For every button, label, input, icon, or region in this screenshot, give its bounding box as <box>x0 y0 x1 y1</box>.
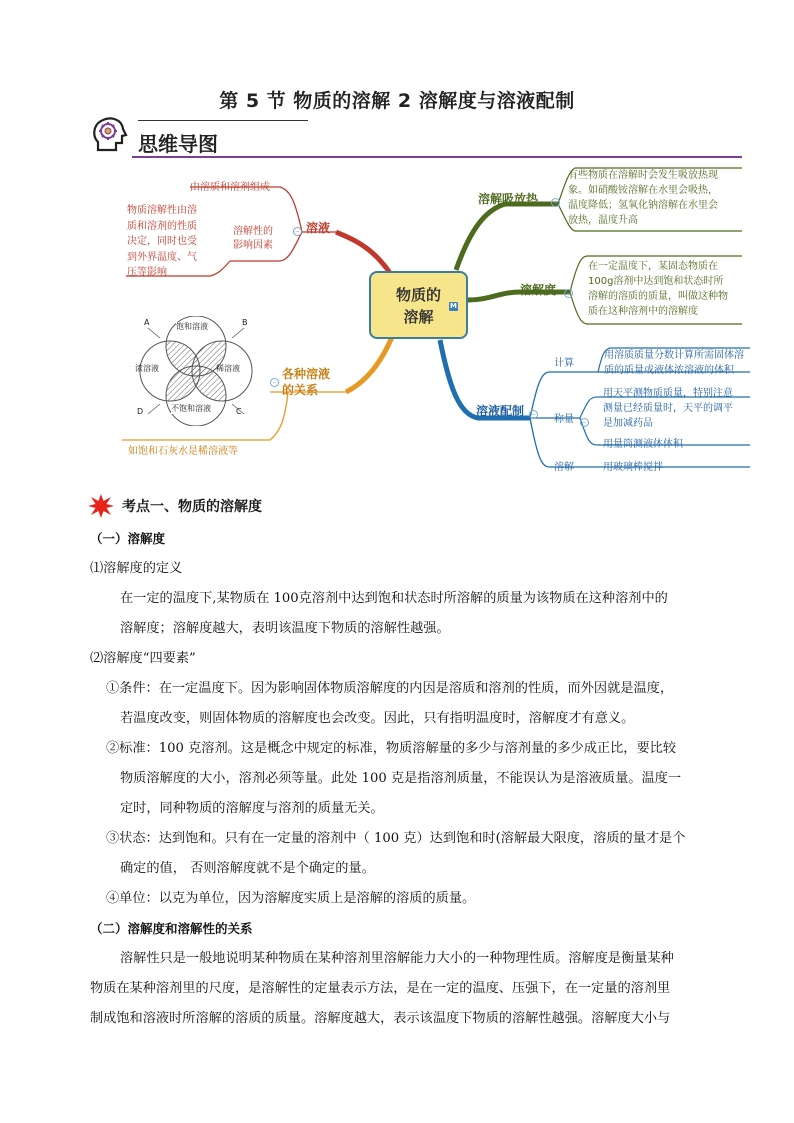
node-relation-note: 如饱和石灰水是稀溶液等 <box>128 446 238 457</box>
paragraph-line: ③状态：达到饱和。只有在一定量的溶剂中（ 100 克）达到饱和时(溶解最大限度，溶质的量才是个 <box>106 831 686 846</box>
burst-star-icon <box>88 494 114 518</box>
node-solubility-text: 在一定温度下，某固态物质在 100g溶剂中达到饱和状态时所 溶解的溶质的质量，叫做这种物 质在这种溶剂中的溶解度 <box>588 261 728 317</box>
section-heading-text: 考点一、物质的溶解度 <box>122 499 262 515</box>
node-weigh-text1: 用天平测物质质量，特别注意 测量已经质量时，天平的调平 是加减药品 <box>603 388 733 429</box>
paragraph-line: 物质在某种溶剂里的尺度，是溶解性的定量表示方法，是在一定的温度、压强下，在一定量的溶剂里 <box>90 981 671 996</box>
paragraph-line: 溶解性只是一般地说明某种物质在某种溶剂里溶解能力大小的一种物理性质。溶解度是衡量某种 <box>120 951 674 966</box>
collapse-icon[interactable]: − <box>271 378 278 386</box>
venn-dilute: 稀溶液 <box>216 364 240 373</box>
node-prep: 溶液配制 <box>476 404 525 418</box>
paragraph-line: 物质溶解度的大小，溶剂必须等量。此处 100 克是指溶剂质量，不能误认为是溶液质量。温度一 <box>120 771 682 786</box>
venn-concentrated: 浓溶液 <box>135 364 159 373</box>
node-calc-text: 用溶质质量分数计算所需固体溶 质的质量或液体浓溶液的体积 <box>604 350 744 376</box>
node-factors-text: 物质溶解性由溶 质和溶剂的性质 决定，同时也受 到外界温度、气 压等影响 <box>127 205 197 278</box>
page-title: 第 5 节 物质的溶解 2 溶解度与溶液配制 <box>219 90 575 112</box>
paragraph-line: 定时，同种物质的溶解度与溶剂的质量无关。 <box>120 801 384 816</box>
node-solubility: 溶解度 <box>520 283 557 297</box>
collapse-icon[interactable]: − <box>530 410 537 418</box>
header-top-line <box>138 120 308 121</box>
paragraph-line: 确定的值， 否则溶解度就不是个确定的量。 <box>120 861 375 876</box>
four-elements-label: ⑵溶解度“四要素” <box>90 651 196 666</box>
venn-label-c: C <box>236 407 242 416</box>
node-solution: 溶液 <box>306 221 331 235</box>
paragraph-line: 制成饱和溶液时所溶解的溶质的质量。溶解度越大，表示该温度下物质的溶解性越强。溶解度大小与 <box>90 1011 671 1026</box>
paragraph-line: ①条件：在一定温度下。因为影响固体物质溶解度的内因是溶质和溶剂的性质，而外因就是温度， <box>106 681 674 696</box>
node-dissolve: 溶解 <box>554 462 574 473</box>
mindmap-header-label: 思维导图 <box>138 132 218 156</box>
node-weigh: 称量 <box>554 414 574 425</box>
header-rule <box>132 156 742 158</box>
paragraph-line: 溶解度；溶解度越大，表明该温度下物质的溶解性越强。 <box>120 621 450 636</box>
collapse-icon[interactable]: − <box>581 418 588 426</box>
collapse-icon[interactable]: − <box>294 227 301 235</box>
node-dissolve-text: 用玻璃棒搅拌 <box>603 462 663 473</box>
brain-head-icon <box>90 116 134 156</box>
node-heat-text: 有些物质在溶解时会发生吸放热现 象。如硝酸铵溶解在水里会吸热， 温度降低；氢氧化钠溶解在水里会 放热，温度升高 <box>568 170 718 226</box>
node-relation: 各种溶液 的关系 <box>282 367 331 397</box>
paragraph-line: ④单位：以克为单位，因为溶解度实质上是溶解的溶质的质量。 <box>106 891 476 906</box>
center-node <box>369 271 468 339</box>
node-weigh-text2: 用量筒测液体体积 <box>603 439 683 450</box>
node-calc: 计算 <box>554 358 574 369</box>
venn-label-d: D <box>137 407 144 416</box>
venn-saturated: 饱和溶液 <box>176 322 208 331</box>
subheading-solubility: （一）溶解度 <box>90 531 166 546</box>
paragraph-line: ②标准：100 克溶剂。这是概念中规定的标准，物质溶解量的多少与溶剂量的多少成正比，要比较 <box>106 741 677 756</box>
collapse-icon[interactable]: − <box>552 198 559 206</box>
body-content <box>90 524 730 1034</box>
venn-label-b: B <box>242 318 248 327</box>
venn-unsaturated: 不饱和溶液 <box>171 404 211 413</box>
definition-label: ⑴溶解度的定义 <box>90 561 183 576</box>
map-badge-icon: M <box>450 302 457 310</box>
center-node-label: 物质的 溶解 <box>395 286 441 326</box>
paragraph-line: 若温度改变，则固体物质的溶解度也会改变。因此，只有指明温度时，溶解度才有意义。 <box>120 711 635 726</box>
node-composition: 由溶质和溶剂组成 <box>190 182 270 193</box>
subheading-relation: （二）溶解度和溶解性的关系 <box>90 921 253 936</box>
node-factors-label: 溶解性的 影响因素 <box>233 226 273 251</box>
node-heat: 溶解吸放热 <box>478 192 539 206</box>
paragraph-line: 在一定的温度下,某物质在 100克溶剂中达到饱和状态时所溶解的质量为该物质在这种溶剂中的 <box>120 591 668 606</box>
collapse-icon[interactable]: − <box>565 289 572 297</box>
venn-label-a: A <box>144 318 150 327</box>
